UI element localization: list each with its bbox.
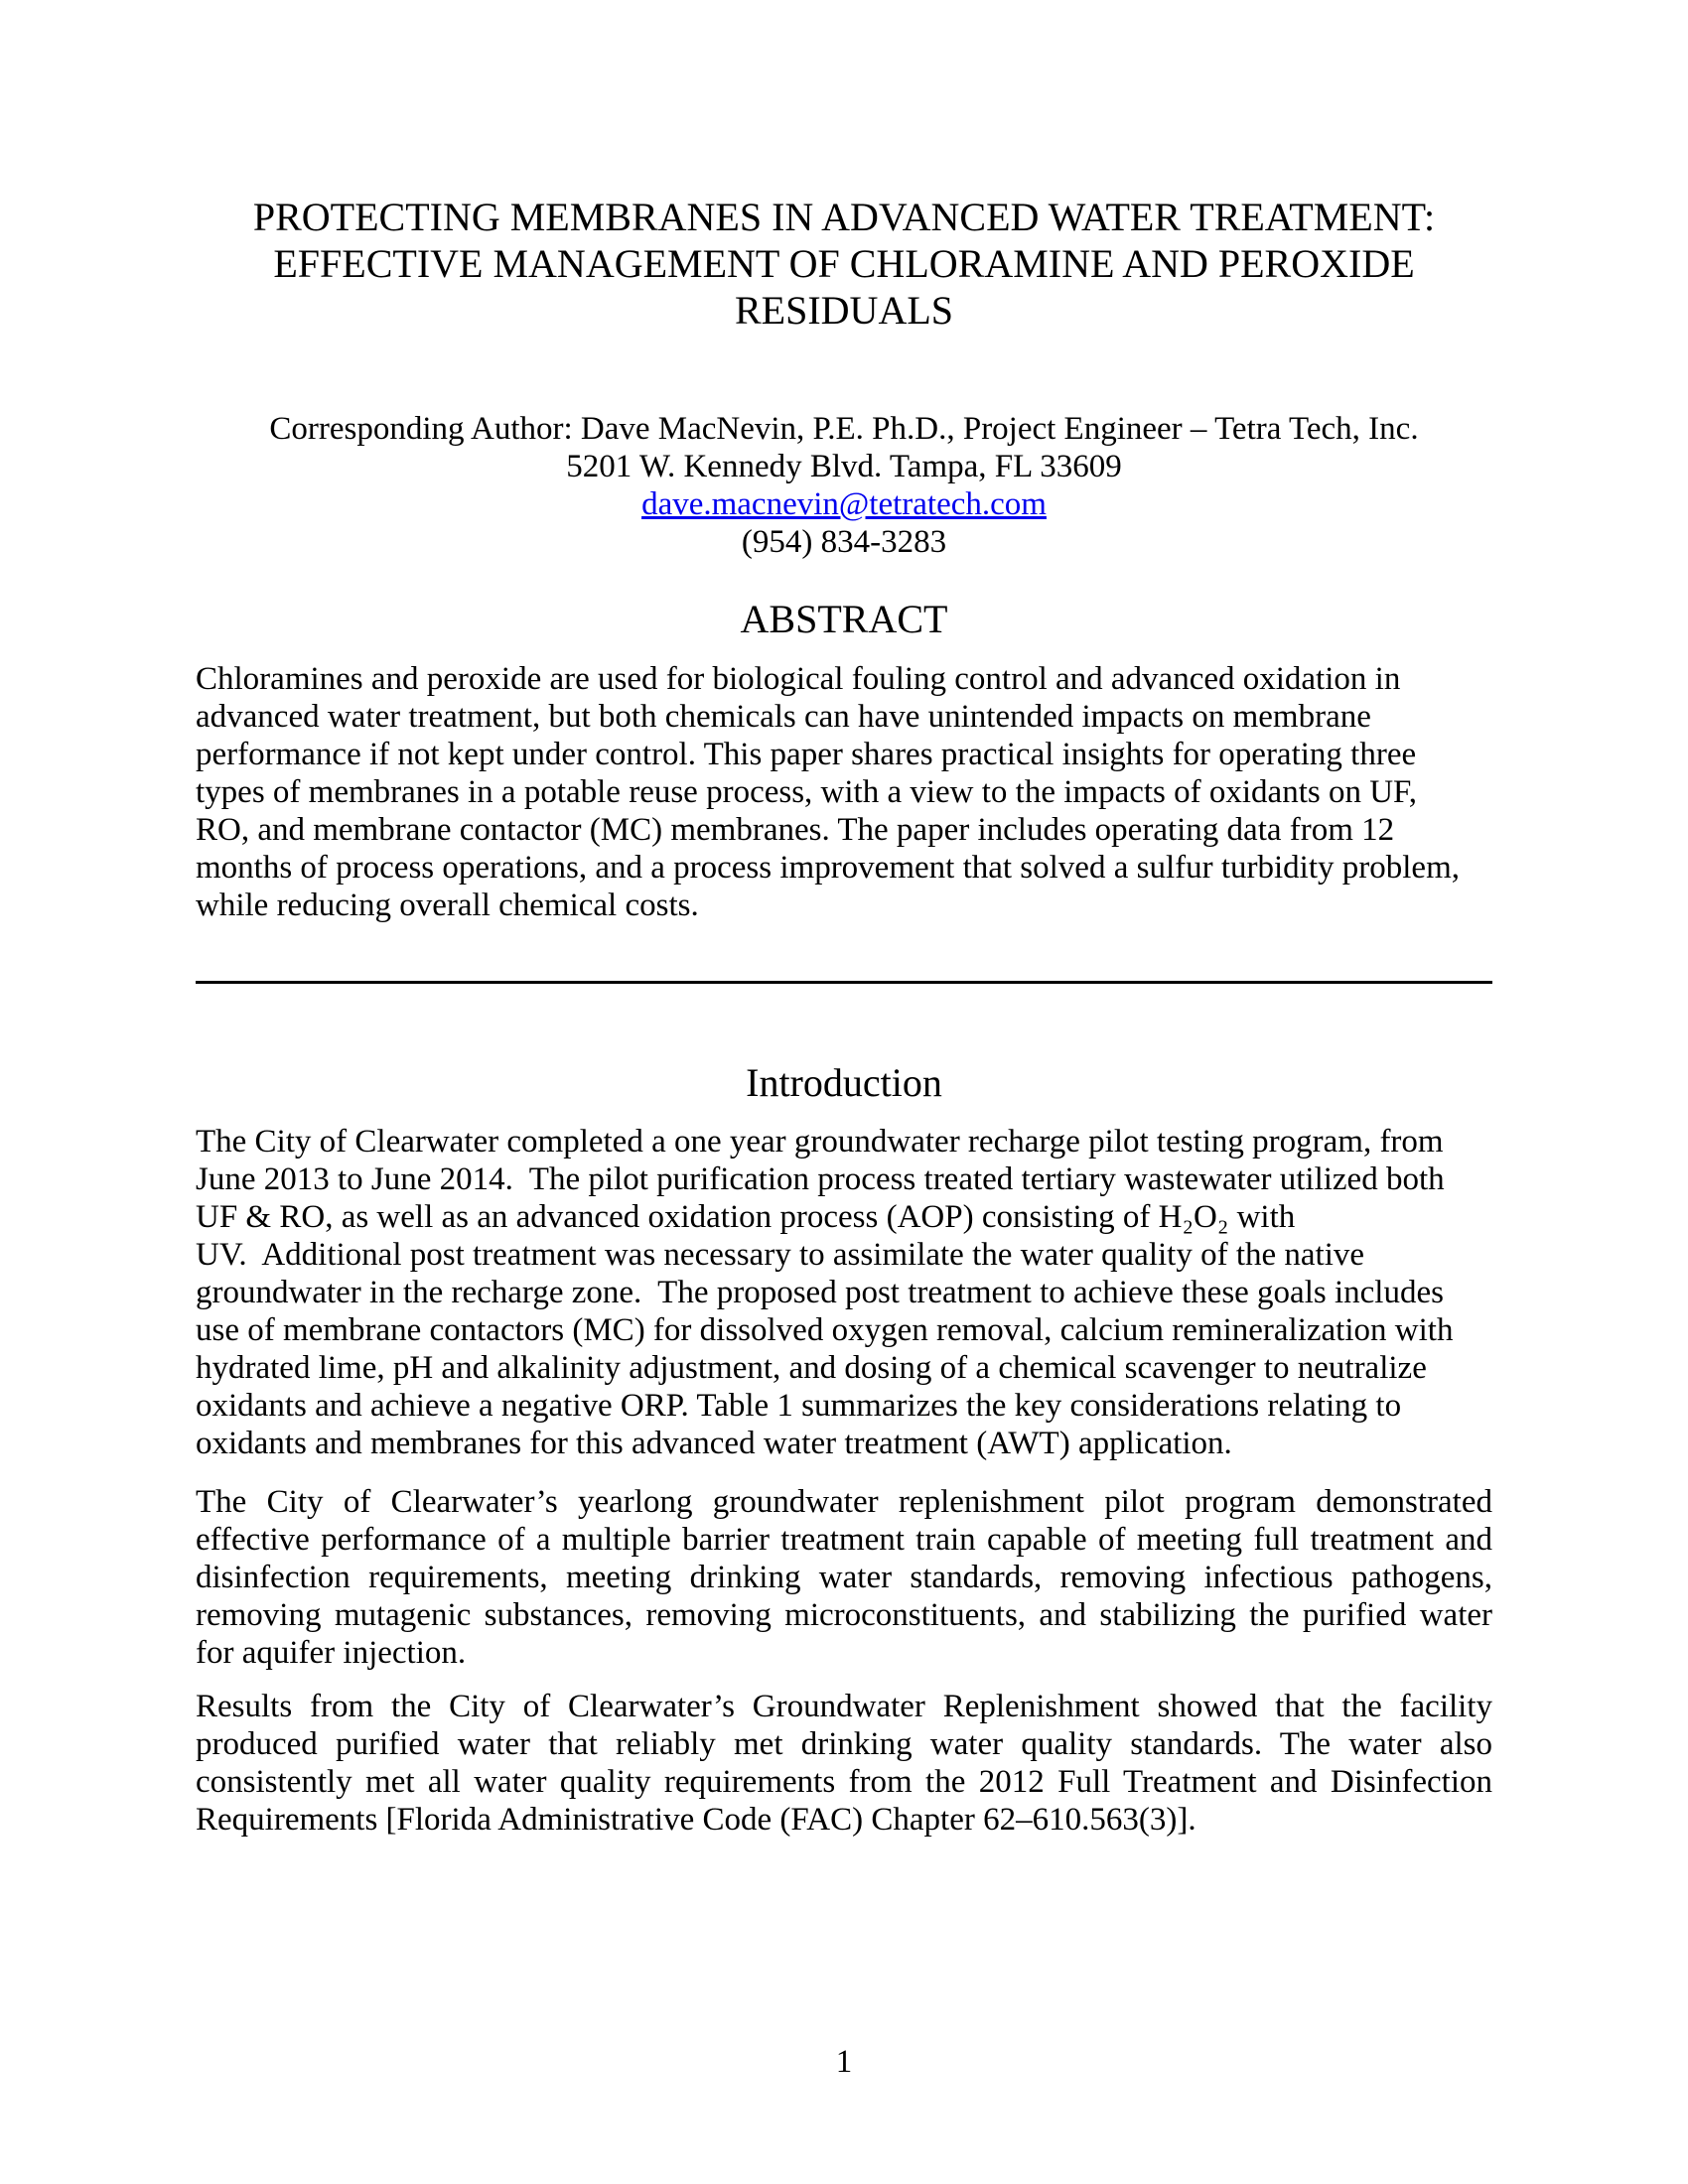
introduction-paragraph-2 xyxy=(196,1483,1492,1672)
author-address-line: 5201 W. Kennedy Blvd. Tampa, FL 33609 xyxy=(566,449,1122,484)
abstract-text-line: RO, and membrane contactor (MC) membranes. The paper includes operating data from 12 xyxy=(196,812,1395,848)
paper-title-line: PROTECTING MEMBRANES IN ADVANCED WATER TREATMENT: xyxy=(252,195,1436,239)
intro-p3-line: produced purified water that reliably met drinking water quality standards. The water also xyxy=(196,1726,1492,1762)
abstract-text-line: Chloramines and peroxide are used for biological fouling control and advanced oxidation in xyxy=(196,661,1401,697)
paper-title-line: RESIDUALS xyxy=(734,288,954,333)
author-email-line xyxy=(196,485,1492,523)
paper-title xyxy=(196,0,1492,334)
paper-title-line: EFFECTIVE MANAGEMENT OF CHLORAMINE AND PEROXIDE xyxy=(273,241,1415,286)
abstract-text-line: performance if not kept under control. This paper shares practical insights for operating three xyxy=(196,737,1417,772)
email-link[interactable]: dave.macnevin@tetratech.com xyxy=(641,486,1047,522)
corresponding-author-line: Corresponding Author: Dave MacNevin, P.E. Ph.D., Project Engineer – Tetra Tech, Inc. xyxy=(269,411,1419,447)
intro-p2-line: removing mutagenic substances, removing microconstituents, and stabilizing the purified water xyxy=(196,1597,1492,1633)
abstract-text-line: advanced water treatment, but both chemicals can have unintended impacts on membrane xyxy=(196,699,1371,735)
intro-p2-line: effective performance of a multiple barrier treatment train capable of meeting full treatment and xyxy=(196,1522,1492,1558)
intro-p1-line: The City of Clearwater completed a one year groundwater recharge pilot testing program, from xyxy=(196,1124,1444,1160)
intro-p1-line: UV. Additional post treatment was necessary to assimilate the water quality of the native xyxy=(196,1237,1365,1273)
intro-p1-line: oxidants and achieve a negative ORP. Table 1 summarizes the key considerations relating to xyxy=(196,1388,1402,1424)
intro-p1-line: use of membrane contactors (MC) for dissolved oxygen removal, calcium remineralization with xyxy=(196,1312,1454,1348)
intro-p1-line: groundwater in the recharge zone. The proposed post treatment to achieve these goals includes xyxy=(196,1275,1444,1310)
page-number: 1 xyxy=(835,2044,853,2080)
intro-p3-line: Requirements [Florida Administrative Code (FAC) Chapter 62–610.563(3)]. xyxy=(196,1802,1196,1838)
section-divider-rule xyxy=(196,981,1492,984)
abstract-text-line: months of process operations, and a process improvement that solved a sulfur turbidity problem, xyxy=(196,850,1460,886)
abstract-text-line: while reducing overall chemical costs. xyxy=(196,887,699,923)
author-block xyxy=(196,410,1492,561)
intro-p1-line: June 2013 to June 2014. The pilot purification process treated tertiary wastewater utilized both xyxy=(196,1161,1445,1197)
intro-p3-line: consistently met all water quality requirements from the 2012 Full Treatment and Disinfection xyxy=(196,1764,1492,1800)
introduction-paragraph-3 xyxy=(196,1688,1492,1839)
intro-p3-line: Results from the City of Clearwater’s Groundwater Replenishment showed that the facility xyxy=(196,1689,1492,1724)
intro-p1-line: UF & RO, as well as an advanced oxidation process (AOP) consisting of H₂O₂ with xyxy=(196,1199,1296,1235)
intro-p2-line: for aquifer injection. xyxy=(196,1635,467,1671)
introduction-paragraph-1 xyxy=(196,1123,1492,1462)
intro-p2-line: disinfection requirements, meeting drinking water standards, removing infectious pathogens, xyxy=(196,1560,1492,1595)
intro-p1-line: hydrated lime, pH and alkalinity adjustment, and dosing of a chemical scavenger to neutralize xyxy=(196,1350,1427,1386)
intro-p1-line: oxidants and membranes for this advanced water treatment (AWT) application. xyxy=(196,1426,1232,1461)
abstract-text-line: types of membranes in a potable reuse process, with a view to the impacts of oxidants on UF, xyxy=(196,774,1417,810)
abstract-paragraph xyxy=(196,660,1492,924)
intro-p2-line: The City of Clearwater’s yearlong groundwater replenishment pilot program demonstrated xyxy=(196,1484,1492,1520)
introduction-heading: Introduction xyxy=(746,1060,942,1105)
author-phone-line: (954) 834-3283 xyxy=(741,524,947,560)
abstract-heading: ABSTRACT xyxy=(740,597,948,641)
